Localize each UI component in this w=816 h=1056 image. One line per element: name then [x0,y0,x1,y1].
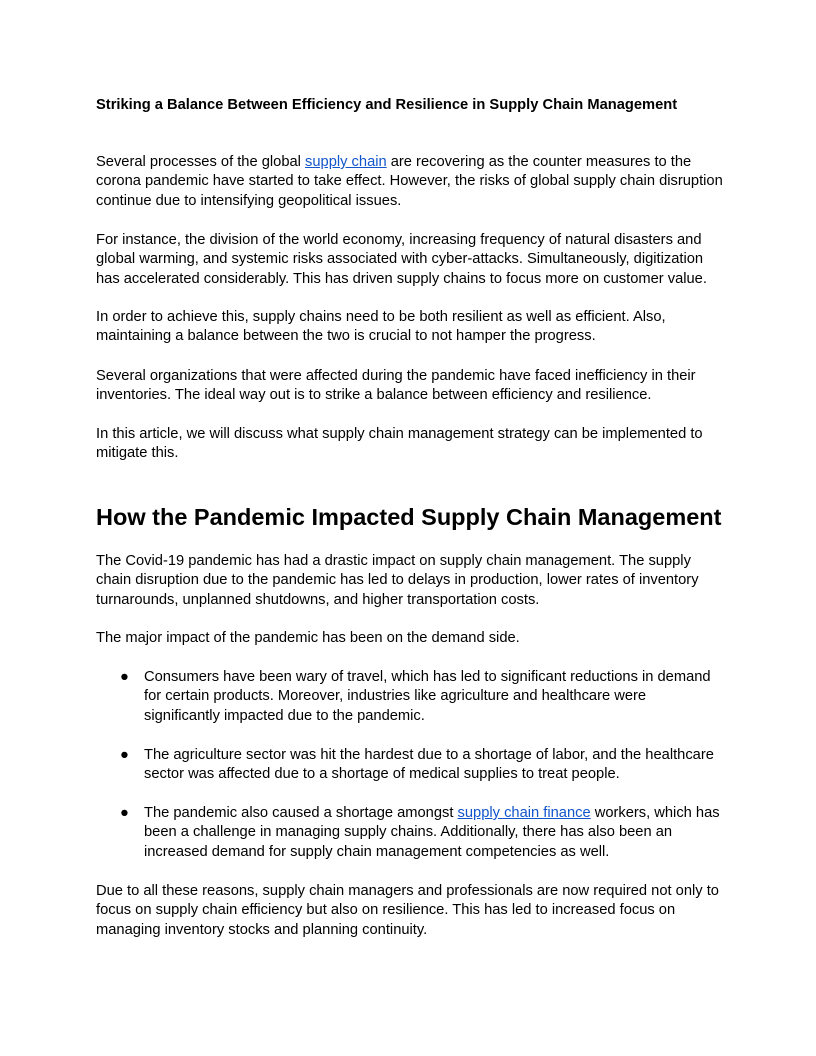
bullet-item-text [144,804,724,862]
section-heading: How the Pandemic Impacted Supply Chain Management [96,504,722,530]
bullet-icon: ● [120,747,129,763]
section-paragraph-2: The major impact of the pandemic has been on the demand side. [96,630,520,646]
bullet-icon: ● [120,805,129,821]
section-paragraph-3: Due to all these reasons, supply chain managers and professionals are now required not only to focus on supply chain efficiency but also on resilience. This has led to increased focus on managing inventory stocks and planning continuity. [96,883,719,938]
supply-chain-link[interactable]: supply chain [305,154,387,170]
document-title: Striking a Balance Between Efficiency and Resilience in Supply Chain Management [96,97,678,113]
bullet-3-text-start: The pandemic also caused a shortage amongst [144,805,458,821]
bullet-icon: ● [120,669,129,685]
intro-paragraph-2: For instance, the division of the world economy, increasing frequency of natural disasters and global warming, and systemic risks associated with cyber-attacks. Simultaneously, digitization has accelerated considerably. This has driven supply chains to focus more on customer value. [96,232,707,287]
intro-paragraph-3: In order to achieve this, supply chains need to be both resilient as well as efficient. Also, maintaining a balance between the two is crucial to not hamper the progress. [96,309,666,345]
supply-chain-finance-link[interactable]: supply chain finance [457,805,591,821]
bullet-item-text: The agriculture sector was hit the hardest due to a shortage of labor, and the healthcare sector was affected due to a shortage of medical supplies to treat people. [144,747,714,783]
intro-paragraph-1-text-start: Several processes of the global [96,154,306,170]
intro-paragraph-1-text-end: are recovering as the counter measures to the corona pandemic have started to take effect. However, the risks of global supply chain disruption continue due to intensifying geopolitical issues. [96,154,723,209]
intro-paragraph-4: Several organizations that were affected during the pandemic have faced inefficiency in their inventories. The ideal way out is to strike a balance between efficiency and resilience. [96,368,696,404]
intro-paragraph-5: In this article, we will discuss what supply chain management strategy can be implemented to mitigate this. [96,426,703,462]
section-paragraph-1: The Covid-19 pandemic has had a drastic impact on supply chain management. The supply chain disruption due to the pandemic has led to delays in production, lower rates of inventory turnarounds, unplanned shutdowns, and higher transportation costs. [96,553,699,608]
intro-paragraph-1 [96,153,726,211]
bullet-3-text-end: workers, which has been a challenge in managing supply chains. Additionally, there has also been an increased demand for supply chain management competencies as well. [144,805,720,860]
bullet-item-text: Consumers have been wary of travel, which has led to significant reductions in demand for certain products. Moreover, industries like agriculture and healthcare were significantly impacted due to the pandemic. [144,669,711,724]
